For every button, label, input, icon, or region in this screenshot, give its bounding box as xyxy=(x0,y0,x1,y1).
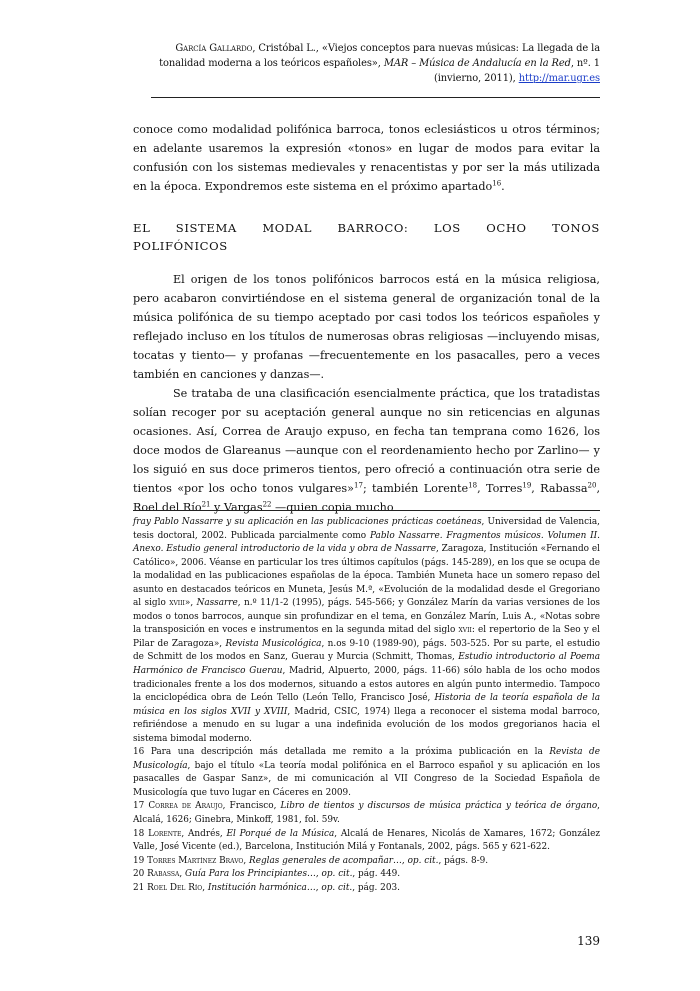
running-header xyxy=(130,41,600,86)
footnote-ref-20[interactable]: 20 xyxy=(587,481,597,490)
header-rule xyxy=(151,97,600,98)
header-author: García Gallardo xyxy=(175,43,253,54)
footnote-19: 19 Torres Martínez Bravo, Reglas generales de acompañar…, op. cit., págs. 8-9. xyxy=(133,855,489,866)
header-url-link[interactable]: http://mar.ugr.es xyxy=(518,73,600,84)
footnote-17: 17 Correa de Araujo, Francisco, Libro de tientos y discursos de música práctica y teórica de órgano, Alcalá, 1626; Ginebra, Minkoff, 1981, fol. 59v. xyxy=(133,801,600,826)
footnotes xyxy=(133,516,600,895)
footnote-continued: fray Pablo Nassarre y su aplicación en las publicaciones prácticas coetáneas, Universidad de Valencia, tesis doctoral, 2002. Publicada parcialmente como Pablo Nassarre. Fragmentos músicos. Volumen II. Anexo. Estudio general introductorio de la vida y obra de Nassarre, Zaragoza, Institución «Fernando el Católico», 2006. Véanse en particular los tres últimos capítulos (págs. 145-289), en los que se ocupa de la modalidad en las publicaciones españolas de la época. También Muneta hace un somero repaso del asunto en destacados teóricos en Muneta, Jesús M.ª, «Evolución de la modalidad desde el Gregoriano al siglo xviii», Nassarre, n.º 11/1-2 (1995), págs. 545-566; y González Marín da varias versiones de los modos o tonos barrocos, aunque sin profundizar en el tema, en González Marín, Luis A., «Notas sobre la transposición en voces e instrumentos en la segunda mitad del siglo xvii: el repertorio de la Seo y el Pilar de Zaragoza», Revista Musicológica, n.os 9-10 (1989-90), págs. 503-525. Por su parte, el estudio de Schmitt de los modos en Sanz, Guerau y Murcia (Schmitt, Thomas, Estudio introductorio al Poema Harmónico de Francisco Guerau, Madrid, Alpuerto, 2000, págs. 11-66) sólo habla de los ocho modos tradicionales frente a los dos modernos, situando a estos autores en algún punto intermedio. Tampoco la enciclopédica obra de León Tello (León Tello, Francisco José, Historia de la teoría española de la música en los siglos XVII y XVIII, Madrid, CSIC, 1974) llega a reconocer el sistema modal barroco, refiriéndose a menudo en su lugar a una indefinida evolución de los modos gregorianos hacia el sistema bimodal moderno. xyxy=(133,517,601,744)
footnote-21: 21 Roel Del Río, Institución harmónica…, op. cit., pág. 203. xyxy=(133,882,400,893)
header-issue: , nº. 1 (invierno, 2011), xyxy=(433,58,600,84)
header-journal: MAR – Música de Andalucía en la Red xyxy=(383,58,571,69)
footnote-ref-21[interactable]: 21 xyxy=(201,500,211,509)
footnote-ref-17[interactable]: 17 xyxy=(354,481,363,490)
section-body xyxy=(133,270,600,517)
header-citation: , Cristóbal L., «Viejos conceptos para nuevas músicas: La llegada de la tonalidad moderna a los teóricos españoles», xyxy=(159,43,600,69)
footnote-rule xyxy=(133,510,600,511)
page-number: 139 xyxy=(577,934,600,948)
footnote-ref-22[interactable]: 22 xyxy=(262,500,272,509)
paragraph-classification: Se trataba de una clasificación esencialmente práctica, que los tratadistas solían recoger por su aceptación general aunque no sin reticencias en algunas ocasiones. Así, Correa de Araujo expuso, en fecha tan temprana como 1626, los doce modos de Glareanus —aunque con el reordenamiento hecho por Zarlino— y los siguió en sus doce primeros tientos, pero ofreció a continuación otra serie de tientos «por los ocho tonos vulgares»$^{17}$; también Lorente$^{18}$, Torres$^{19}$, Rabassa$^{20}$, Roel del Río$^{21}$ y Vargas$^{22}$ —quien copia mucho xyxy=(133,387,601,514)
footnote-ref-19[interactable]: 19 xyxy=(522,481,532,490)
paragraph-origin: El origen de los tonos polifónicos barrocos está en la música religiosa, pero acabaron convirtiéndose en el sistema general de organización tonal de la música polifónica de su tiempo aceptado por casi todos los teóricos españoles y reflejado incluso en los títulos de numerosas obras religiosas —incluyendo misas, tocatas y tiento— y profanas —frecuentemente en los pasacalles, pero a veces también en canciones y danzas—. xyxy=(133,273,600,381)
footnote-ref-16[interactable]: 16 xyxy=(492,179,502,188)
footnote-18: 18 Lorente, Andrés, El Porqué de la Música, Alcalá de Henares, Nicolás de Xamares, 1672; González Valle, José Vicente (ed.), Barcelona, Institución Milá y Fontanals, 2002, págs. 565 y 621-622. xyxy=(133,828,600,853)
footnote-16: 16 Para una descripción más detallada me remito a la próxima publicación en la Revista de Musicología, bajo el título «La teoría modal polifónica en el Barroco español y su aplicación en los pasacalles de Gaspar Sanz», de mi comunicación al VII Congreso de la Sociedad Española de Musicología que tuvo lugar en Cáceres en 2009. xyxy=(133,747,600,798)
footnote-ref-18[interactable]: 18 xyxy=(468,481,478,490)
section-heading: EL SISTEMA MODAL BARROCO: LOS OCHO TONOS POLIFÓNICOS xyxy=(133,221,600,253)
intro-paragraph: conoce como modalidad polifónica barroca, tonos eclesiásticos u otros términos; en adelante usaremos la expresión «tonos» en lugar de modos para evitar la confusión con los sistemas medievales y renacentistas y por ser la más utilizada en la época. Expondremos este sistema en el próximo apartado$^{16}$. xyxy=(133,123,600,193)
footnote-20: 20 Rabassa, Guía Para los Principiantes…, op. cit., pág. 449. xyxy=(133,869,401,880)
